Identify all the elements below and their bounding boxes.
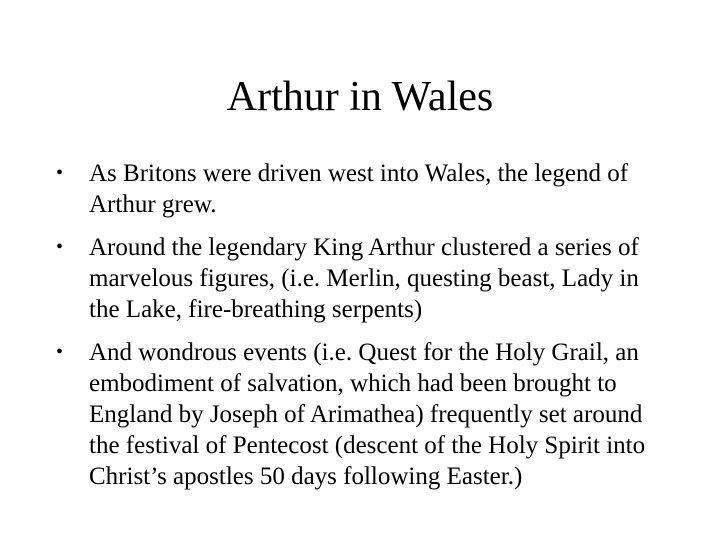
bullet-item — [54, 158, 674, 220]
bullet-icon: • — [56, 341, 64, 363]
bullet-item — [54, 337, 674, 492]
bullet-list — [54, 158, 674, 504]
bullet-text: Around the legendary King Arthur clustered a series of marvelous figures, (i.e. Merlin, questing beast, Lady in the Lake, fire-breathing serpents) — [89, 234, 639, 323]
bullet-text: And wondrous events (i.e. Quest for the Holy Grail, an embodiment of salvation, which had been brought to England by Joseph of Arimathea) frequently set around the festival of Pentecost (descent of the Holy Spirit into Christ’s apostles 50 days following Easter.) — [89, 339, 646, 490]
bullet-icon: • — [56, 236, 64, 258]
bullet-text: As Britons were driven west into Wales, the legend of Arthur grew. — [89, 160, 629, 218]
bullet-item — [54, 232, 674, 325]
bullet-icon: • — [56, 162, 64, 184]
slide-title: Arthur in Wales — [226, 74, 494, 120]
